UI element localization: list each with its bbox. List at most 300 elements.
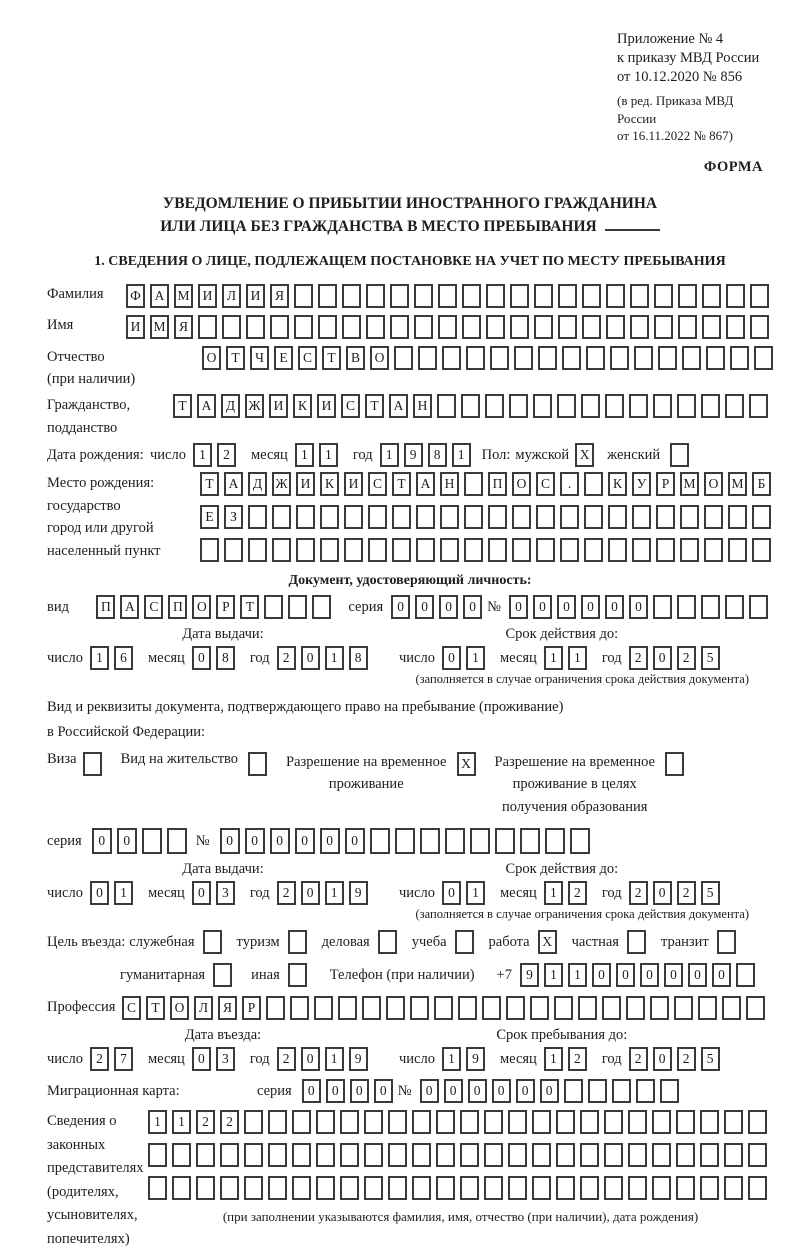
char-cell[interactable] (722, 996, 741, 1020)
char-cell[interactable]: 0 (557, 595, 576, 619)
char-cell[interactable] (752, 505, 771, 529)
char-cell[interactable] (536, 505, 555, 529)
char-cell[interactable]: И (198, 284, 217, 308)
char-cell[interactable]: 1 (295, 443, 314, 467)
char-cell[interactable] (416, 538, 435, 562)
char-cell[interactable] (220, 1143, 239, 1167)
char-cell[interactable] (244, 1143, 263, 1167)
char-cell[interactable]: 1 (193, 443, 212, 467)
char-cell[interactable] (702, 284, 721, 308)
char-cell[interactable] (392, 538, 411, 562)
char-cell[interactable] (484, 1143, 503, 1167)
char-cell[interactable]: 2 (568, 881, 587, 905)
char-cell[interactable]: Т (322, 346, 341, 370)
char-cell[interactable]: 5 (701, 1047, 720, 1071)
char-cell[interactable]: Ч (250, 346, 269, 370)
char-cell[interactable] (660, 1079, 679, 1103)
char-cell[interactable] (658, 346, 677, 370)
char-cell[interactable] (248, 538, 267, 562)
char-cell[interactable] (586, 346, 605, 370)
char-cell[interactable]: 0 (295, 828, 315, 854)
char-cell[interactable]: 0 (420, 1079, 439, 1103)
char-cell[interactable]: 1 (148, 1110, 167, 1134)
char-cell[interactable]: . (560, 472, 579, 496)
char-cell[interactable] (634, 346, 653, 370)
char-cell[interactable]: 1 (90, 646, 109, 670)
char-cell[interactable]: Я (174, 315, 193, 339)
char-cell[interactable]: С (298, 346, 317, 370)
char-cell[interactable]: М (150, 315, 169, 339)
char-cell[interactable]: А (224, 472, 243, 496)
char-cell[interactable]: С (536, 472, 555, 496)
char-cell[interactable]: 0 (345, 828, 365, 854)
char-cell[interactable] (628, 1143, 647, 1167)
char-cell[interactable] (388, 1176, 407, 1200)
char-cell[interactable]: К (608, 472, 627, 496)
char-cell[interactable]: К (320, 472, 339, 496)
char-cell[interactable]: 0 (439, 595, 458, 619)
char-cell[interactable] (680, 538, 699, 562)
char-cell[interactable]: Д (221, 394, 240, 418)
char-cell[interactable] (434, 996, 453, 1020)
char-cell[interactable] (514, 346, 533, 370)
char-cell[interactable]: Н (413, 394, 432, 418)
char-cell[interactable]: И (344, 472, 363, 496)
char-cell[interactable]: 0 (492, 1079, 511, 1103)
char-cell[interactable] (266, 996, 285, 1020)
char-cell[interactable]: 2 (90, 1047, 109, 1071)
char-cell[interactable] (364, 1176, 383, 1200)
char-cell[interactable]: П (168, 595, 187, 619)
char-cell[interactable] (752, 538, 771, 562)
char-cell[interactable] (700, 1110, 719, 1134)
char-cell[interactable]: 2 (277, 881, 296, 905)
char-cell[interactable]: 0 (581, 595, 600, 619)
char-cell[interactable]: 9 (466, 1047, 485, 1071)
char-cell[interactable]: 1 (568, 963, 587, 987)
char-cell[interactable] (488, 505, 507, 529)
char-cell[interactable] (678, 315, 697, 339)
char-cell[interactable] (704, 505, 723, 529)
char-cell[interactable] (554, 996, 573, 1020)
char-cell[interactable] (368, 538, 387, 562)
char-cell[interactable] (749, 595, 768, 619)
char-cell[interactable]: 2 (568, 1047, 587, 1071)
char-cell[interactable]: П (488, 472, 507, 496)
char-cell[interactable]: 0 (592, 963, 611, 987)
char-cell[interactable] (652, 1110, 671, 1134)
char-cell[interactable] (290, 996, 309, 1020)
char-cell[interactable] (386, 996, 405, 1020)
char-cell[interactable] (749, 394, 768, 418)
char-cell[interactable] (148, 1143, 167, 1167)
char-cell[interactable] (342, 284, 361, 308)
char-cell[interactable] (272, 505, 291, 529)
char-cell[interactable]: С (341, 394, 360, 418)
char-cell[interactable] (342, 315, 361, 339)
char-cell[interactable] (700, 1143, 719, 1167)
char-cell[interactable] (584, 538, 603, 562)
char-cell[interactable] (364, 1110, 383, 1134)
char-cell[interactable]: 2 (629, 881, 648, 905)
char-cell[interactable]: 1 (172, 1110, 191, 1134)
char-cell[interactable] (410, 996, 429, 1020)
char-cell[interactable] (682, 346, 701, 370)
char-cell[interactable] (316, 1110, 335, 1134)
char-cell[interactable] (582, 284, 601, 308)
char-cell[interactable] (725, 394, 744, 418)
char-cell[interactable]: 0 (540, 1079, 559, 1103)
char-cell[interactable]: 1 (452, 443, 471, 467)
char-cell[interactable] (724, 1176, 743, 1200)
char-cell[interactable]: 0 (92, 828, 112, 854)
char-cell[interactable]: 0 (444, 1079, 463, 1103)
char-cell[interactable] (629, 394, 648, 418)
char-cell[interactable] (581, 394, 600, 418)
char-cell[interactable] (626, 996, 645, 1020)
char-cell[interactable] (602, 996, 621, 1020)
char-cell[interactable]: 0 (653, 1047, 672, 1071)
char-cell[interactable] (676, 1143, 695, 1167)
char-cell[interactable]: 0 (350, 1079, 369, 1103)
char-cell[interactable] (748, 1110, 767, 1134)
char-cell[interactable]: 0 (301, 1047, 320, 1071)
char-cell[interactable] (462, 284, 481, 308)
char-cell[interactable] (545, 828, 565, 854)
char-cell[interactable] (654, 315, 673, 339)
char-cell[interactable] (724, 1110, 743, 1134)
char-cell[interactable] (436, 1110, 455, 1134)
char-cell[interactable]: О (704, 472, 723, 496)
char-cell[interactable] (366, 284, 385, 308)
char-cell[interactable] (754, 346, 773, 370)
char-cell[interactable] (610, 346, 629, 370)
char-cell[interactable] (484, 1110, 503, 1134)
char-cell[interactable] (612, 1079, 631, 1103)
char-cell[interactable] (628, 1176, 647, 1200)
char-cell[interactable]: И (296, 472, 315, 496)
char-cell[interactable]: 1 (325, 881, 344, 905)
char-cell[interactable] (748, 1143, 767, 1167)
char-cell[interactable] (736, 963, 755, 987)
char-cell[interactable]: А (120, 595, 139, 619)
char-cell[interactable] (395, 828, 415, 854)
char-cell[interactable]: 1 (544, 646, 563, 670)
char-cell[interactable]: 1 (544, 963, 563, 987)
char-cell[interactable]: Б (752, 472, 771, 496)
char-cell[interactable] (495, 828, 515, 854)
char-cell[interactable]: 0 (653, 881, 672, 905)
char-cell[interactable] (470, 828, 490, 854)
checkbox-cell[interactable] (665, 752, 684, 776)
char-cell[interactable] (440, 505, 459, 529)
char-cell[interactable] (533, 394, 552, 418)
char-cell[interactable]: А (416, 472, 435, 496)
char-cell[interactable]: А (150, 284, 169, 308)
char-cell[interactable] (724, 1143, 743, 1167)
char-cell[interactable]: Я (270, 284, 289, 308)
char-cell[interactable] (557, 394, 576, 418)
char-cell[interactable]: А (197, 394, 216, 418)
char-cell[interactable]: 6 (114, 646, 133, 670)
char-cell[interactable]: 0 (509, 595, 528, 619)
char-cell[interactable] (653, 595, 672, 619)
char-cell[interactable]: 1 (325, 1047, 344, 1071)
char-cell[interactable]: 0 (90, 881, 109, 905)
char-cell[interactable]: В (346, 346, 365, 370)
char-cell[interactable]: 0 (192, 646, 211, 670)
char-cell[interactable] (582, 315, 601, 339)
char-cell[interactable] (318, 315, 337, 339)
char-cell[interactable] (512, 538, 531, 562)
char-cell[interactable] (438, 284, 457, 308)
char-cell[interactable]: 0 (640, 963, 659, 987)
char-cell[interactable] (462, 315, 481, 339)
char-cell[interactable] (726, 315, 745, 339)
char-cell[interactable]: Е (200, 505, 219, 529)
char-cell[interactable] (420, 828, 440, 854)
char-cell[interactable] (702, 315, 721, 339)
char-cell[interactable]: Ф (126, 284, 145, 308)
char-cell[interactable] (508, 1143, 527, 1167)
char-cell[interactable] (578, 996, 597, 1020)
checkbox-cell[interactable] (455, 930, 474, 954)
char-cell[interactable]: Т (392, 472, 411, 496)
char-cell[interactable]: Л (222, 284, 241, 308)
char-cell[interactable] (556, 1143, 575, 1167)
char-cell[interactable] (436, 1143, 455, 1167)
char-cell[interactable]: 0 (712, 963, 731, 987)
char-cell[interactable] (674, 996, 693, 1020)
char-cell[interactable] (560, 538, 579, 562)
char-cell[interactable]: 0 (192, 1047, 211, 1071)
checkbox-cell[interactable] (203, 930, 222, 954)
char-cell[interactable] (244, 1176, 263, 1200)
char-cell[interactable] (632, 505, 651, 529)
char-cell[interactable] (488, 538, 507, 562)
char-cell[interactable] (652, 1143, 671, 1167)
char-cell[interactable]: 8 (349, 646, 368, 670)
char-cell[interactable]: 2 (677, 646, 696, 670)
char-cell[interactable]: 1 (442, 1047, 461, 1071)
char-cell[interactable] (394, 346, 413, 370)
char-cell[interactable]: 2 (629, 1047, 648, 1071)
char-cell[interactable] (701, 394, 720, 418)
checkbox-cell[interactable] (627, 930, 646, 954)
char-cell[interactable] (412, 1143, 431, 1167)
char-cell[interactable]: 1 (466, 646, 485, 670)
char-cell[interactable] (270, 315, 289, 339)
char-cell[interactable] (412, 1176, 431, 1200)
char-cell[interactable] (414, 315, 433, 339)
char-cell[interactable] (536, 538, 555, 562)
char-cell[interactable]: 0 (468, 1079, 487, 1103)
checkbox-cell[interactable] (288, 963, 307, 987)
char-cell[interactable] (580, 1176, 599, 1200)
char-cell[interactable] (445, 828, 465, 854)
char-cell[interactable]: 0 (301, 881, 320, 905)
char-cell[interactable] (464, 505, 483, 529)
char-cell[interactable] (606, 315, 625, 339)
char-cell[interactable]: Я (218, 996, 237, 1020)
char-cell[interactable]: 3 (216, 1047, 235, 1071)
char-cell[interactable] (460, 1176, 479, 1200)
char-cell[interactable]: Л (194, 996, 213, 1020)
char-cell[interactable]: Т (173, 394, 192, 418)
char-cell[interactable]: 0 (442, 646, 461, 670)
char-cell[interactable]: Т (365, 394, 384, 418)
char-cell[interactable] (486, 284, 505, 308)
char-cell[interactable] (636, 1079, 655, 1103)
char-cell[interactable] (584, 472, 603, 496)
char-cell[interactable] (437, 394, 456, 418)
char-cell[interactable]: 0 (616, 963, 635, 987)
char-cell[interactable] (512, 505, 531, 529)
char-cell[interactable] (490, 346, 509, 370)
char-cell[interactable] (650, 996, 669, 1020)
char-cell[interactable] (604, 1143, 623, 1167)
char-cell[interactable]: О (170, 996, 189, 1020)
char-cell[interactable] (220, 1176, 239, 1200)
char-cell[interactable] (604, 1110, 623, 1134)
char-cell[interactable]: 5 (701, 881, 720, 905)
char-cell[interactable] (630, 315, 649, 339)
char-cell[interactable] (366, 315, 385, 339)
char-cell[interactable] (558, 315, 577, 339)
char-cell[interactable]: 2 (277, 646, 296, 670)
char-cell[interactable] (142, 828, 162, 854)
char-cell[interactable] (656, 538, 675, 562)
char-cell[interactable]: 0 (320, 828, 340, 854)
char-cell[interactable] (605, 394, 624, 418)
char-cell[interactable] (368, 505, 387, 529)
char-cell[interactable]: 2 (217, 443, 236, 467)
char-cell[interactable] (222, 315, 241, 339)
char-cell[interactable] (196, 1143, 215, 1167)
char-cell[interactable] (728, 538, 747, 562)
char-cell[interactable]: О (202, 346, 221, 370)
char-cell[interactable] (508, 1176, 527, 1200)
char-cell[interactable] (344, 505, 363, 529)
char-cell[interactable] (580, 1143, 599, 1167)
char-cell[interactable] (224, 538, 243, 562)
char-cell[interactable] (608, 538, 627, 562)
char-cell[interactable]: Д (248, 472, 267, 496)
char-cell[interactable] (676, 1110, 695, 1134)
char-cell[interactable]: 9 (349, 881, 368, 905)
char-cell[interactable]: 1 (319, 443, 338, 467)
char-cell[interactable] (464, 538, 483, 562)
char-cell[interactable] (264, 595, 283, 619)
char-cell[interactable] (726, 284, 745, 308)
char-cell[interactable]: 9 (520, 963, 539, 987)
char-cell[interactable] (725, 595, 744, 619)
char-cell[interactable]: 5 (701, 646, 720, 670)
char-cell[interactable] (677, 394, 696, 418)
char-cell[interactable] (466, 346, 485, 370)
char-cell[interactable] (320, 538, 339, 562)
char-cell[interactable]: Ж (245, 394, 264, 418)
char-cell[interactable] (532, 1143, 551, 1167)
char-cell[interactable] (246, 315, 265, 339)
char-cell[interactable] (556, 1176, 575, 1200)
checkbox-cell[interactable] (670, 443, 689, 467)
char-cell[interactable]: У (632, 472, 651, 496)
char-cell[interactable] (750, 315, 769, 339)
char-cell[interactable] (294, 315, 313, 339)
char-cell[interactable] (272, 538, 291, 562)
char-cell[interactable]: М (680, 472, 699, 496)
char-cell[interactable] (628, 1110, 647, 1134)
checkbox-cell[interactable] (288, 930, 307, 954)
char-cell[interactable] (570, 828, 590, 854)
checkbox-cell[interactable] (248, 752, 267, 776)
char-cell[interactable]: 0 (302, 1079, 321, 1103)
char-cell[interactable]: П (96, 595, 115, 619)
char-cell[interactable] (706, 346, 725, 370)
char-cell[interactable] (700, 1176, 719, 1200)
char-cell[interactable] (506, 996, 525, 1020)
char-cell[interactable] (677, 595, 696, 619)
char-cell[interactable] (388, 1110, 407, 1134)
char-cell[interactable] (656, 505, 675, 529)
char-cell[interactable]: 0 (653, 646, 672, 670)
char-cell[interactable]: 1 (325, 646, 344, 670)
char-cell[interactable] (701, 595, 720, 619)
char-cell[interactable]: 7 (114, 1047, 133, 1071)
char-cell[interactable] (464, 472, 483, 496)
char-cell[interactable] (292, 1176, 311, 1200)
char-cell[interactable] (296, 538, 315, 562)
char-cell[interactable]: 0 (192, 881, 211, 905)
char-cell[interactable] (460, 1143, 479, 1167)
char-cell[interactable] (704, 538, 723, 562)
char-cell[interactable]: 0 (245, 828, 265, 854)
char-cell[interactable] (604, 1176, 623, 1200)
char-cell[interactable] (746, 996, 765, 1020)
char-cell[interactable] (485, 394, 504, 418)
char-cell[interactable]: И (317, 394, 336, 418)
char-cell[interactable]: 0 (688, 963, 707, 987)
char-cell[interactable] (338, 996, 357, 1020)
char-cell[interactable]: Н (440, 472, 459, 496)
char-cell[interactable] (148, 1176, 167, 1200)
char-cell[interactable] (728, 505, 747, 529)
char-cell[interactable] (580, 1110, 599, 1134)
char-cell[interactable]: 2 (629, 646, 648, 670)
char-cell[interactable]: 2 (220, 1110, 239, 1134)
char-cell[interactable]: 0 (117, 828, 137, 854)
char-cell[interactable] (312, 595, 331, 619)
char-cell[interactable] (508, 1110, 527, 1134)
char-cell[interactable]: И (269, 394, 288, 418)
char-cell[interactable] (292, 1110, 311, 1134)
char-cell[interactable] (698, 996, 717, 1020)
char-cell[interactable] (296, 505, 315, 529)
char-cell[interactable] (314, 996, 333, 1020)
char-cell[interactable]: З (224, 505, 243, 529)
char-cell[interactable] (268, 1110, 287, 1134)
char-cell[interactable] (248, 505, 267, 529)
char-cell[interactable]: 0 (605, 595, 624, 619)
char-cell[interactable]: 0 (664, 963, 683, 987)
char-cell[interactable]: Т (146, 996, 165, 1020)
char-cell[interactable]: А (389, 394, 408, 418)
char-cell[interactable] (510, 284, 529, 308)
char-cell[interactable]: 0 (516, 1079, 535, 1103)
char-cell[interactable] (534, 315, 553, 339)
char-cell[interactable]: 2 (277, 1047, 296, 1071)
